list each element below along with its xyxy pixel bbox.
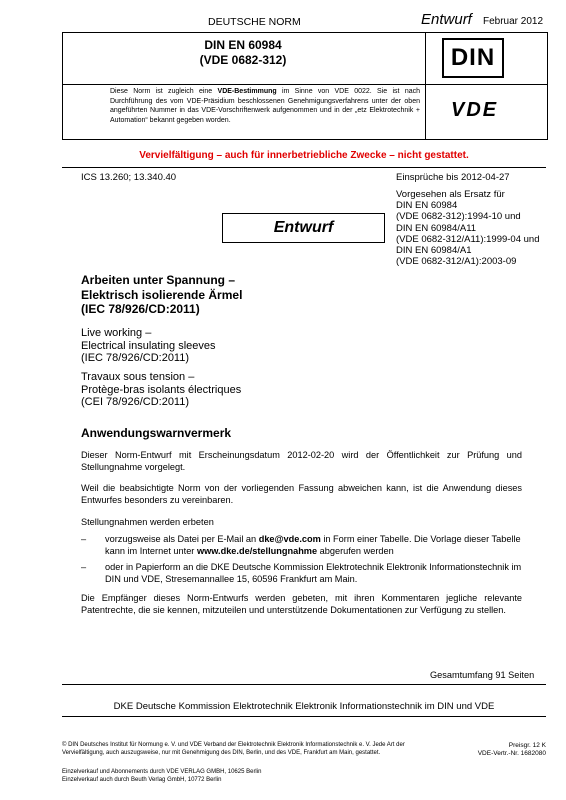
- sales-line: Einzelverkauf auch durch Beuth Verlag GmbH, 10772 Berlin: [62, 776, 222, 783]
- title-line: (CEI 78/926/CD:2011): [81, 396, 190, 408]
- sales-line: Einzelverkauf und Abonnements durch VDE VERLAG GMBH, 10625 Berlin: [62, 769, 262, 775]
- price-info: [440, 742, 546, 758]
- frame-divider-horizontal: [63, 84, 547, 85]
- replacement-line: (VDE 0682-312/A11):1999-04 und: [396, 233, 540, 245]
- bullet-dash: –: [81, 562, 87, 572]
- frame-divider-vertical: [425, 33, 426, 139]
- title-line: Travaux sous tension –: [81, 371, 195, 383]
- objection-deadline: Einsprüche bis 2012-04-27: [396, 172, 510, 183]
- din-logo-text: DIN: [450, 44, 496, 71]
- price-group: Preisgr. 12 K: [508, 742, 546, 749]
- replacement-line: Vorgesehen als Ersatz für: [396, 189, 505, 200]
- replacement-line: (VDE 0682-312):1994-10 und: [396, 211, 521, 223]
- din-logo: [442, 38, 504, 78]
- ics-codes: ICS 13.260; 13.340.40: [81, 172, 177, 183]
- warning-paragraph: Weil die beabsichtigte Norm von der vorliegenden Fassung abweichen kann, ist die Anwendung dieses Entwurfes besonders zu vereinbaren.: [81, 483, 522, 505]
- vde-number: (VDE 0682-312): [199, 53, 287, 67]
- title-line: Arbeiten unter Spannung –: [81, 273, 236, 287]
- replacement-line: DIN EN 60984/A11: [396, 222, 477, 234]
- vde-logo: VDE: [451, 99, 499, 121]
- standard-number: [62, 38, 424, 68]
- replacement-info: [396, 189, 556, 267]
- email-link[interactable]: dke@vde.com: [258, 534, 321, 544]
- warning-paragraph: Dieser Norm-Entwurf mit Erscheinungsdatum 2012-02-20 wird der Öffentlichkeit zur Prüfung und Stellungnahme vorgelegt.: [81, 450, 522, 472]
- draft-box: [222, 213, 385, 243]
- copyright-notice: © DIN Deutsches Institut für Normung e. V. und VDE Verband der Elektrotechnik Elektronik Informationstechnik e. V. Jede Art der Vervielfältigung, auch auszugsweise, nur mit Genehmigung des DIN, Berlin, und des VDE, Frankfurt am Main, gestattet.: [62, 742, 405, 756]
- patent-paragraph: Die Empfänger dieses Norm-Entwurfs werden gebeten, mit ihren Kommentaren jegliche relevante Patentrechte, die sie kennen, mitzuteilen und unterstützende Dokumentationen zur Verfügung zu stellen.: [81, 593, 522, 615]
- draft-label: Entwurf: [421, 11, 472, 28]
- dke-line: DKE Deutsche Kommission Elektrotechnik Elektronik Informationstechnik im DIN und VDE: [113, 701, 495, 712]
- bullet-dash: –: [81, 534, 87, 544]
- bullet-text: vorzugsweise als Datei per E-Mail an: [105, 534, 259, 544]
- separator-line: [62, 716, 546, 717]
- title-french: [81, 371, 381, 409]
- title-line: (IEC 78/926/CD:2011): [81, 302, 200, 316]
- notice-text-bold: VDE-Bestimmung: [217, 88, 277, 95]
- warning-heading: Anwendungswarnvermerk: [81, 426, 232, 440]
- norm-type-label: DEUTSCHE NORM: [208, 16, 301, 28]
- total-pages: Gesamtumfang 91 Seiten: [430, 670, 535, 680]
- bullet-text: abgerufen werden: [317, 546, 394, 556]
- title-line: Elektrisch isolierende Ärmel: [81, 287, 243, 302]
- title-line: (IEC 78/926/CD:2011): [81, 352, 190, 364]
- notice-text-post: im Sinne von VDE 0022. Sie ist nach Durchführung des vom VDE-Präsidium beschlossenen Genehmigungsverfahrens unter der oben angeführten Nummer in das VDE-Vorschriftenwerk aufgenommen und in der „etz Elektrotechnik + Automation“ bekannt gegeben worden.: [110, 88, 420, 124]
- din-number: DIN EN 60984: [204, 38, 282, 52]
- comments-email-item: [105, 533, 522, 557]
- title-line: Live working –: [81, 327, 152, 339]
- title-line: Protège-bras isolants électriques: [81, 383, 242, 396]
- draft-box-label: Entwurf: [273, 219, 334, 236]
- sales-info: [62, 769, 422, 784]
- vde-notice: [110, 87, 420, 125]
- publication-date: Februar 2012: [483, 16, 544, 27]
- reproduction-notice: Vervielfältigung – auch für innerbetriebliche Zwecke – nicht gestattet.: [139, 150, 469, 161]
- bullet-text: in Form einer Tabelle. Die Vorlage dieser Tabelle kann im Internet unter: [105, 534, 521, 556]
- comments-paper-item: oder in Papierform an die DKE Deutsche Kommission Elektrotechnik Elektronik Informationstechnik im DIN und VDE, Stresemannallee 15, 60596 Frankfurt am Main.: [105, 562, 522, 584]
- notice-text-pre: Diese Norm ist zugleich eine: [110, 88, 218, 95]
- order-number: VDE-Vertr.-Nr. 1682080: [477, 750, 546, 757]
- separator-line: [62, 167, 546, 168]
- comments-intro: Stellungnahmen werden erbeten: [81, 517, 214, 527]
- title-german: [81, 273, 381, 317]
- url-link[interactable]: www.dke.de/stellungnahme: [196, 546, 318, 556]
- replacement-line: DIN EN 60984: [396, 200, 458, 212]
- replacement-line: DIN EN 60984/A1: [396, 245, 472, 257]
- replacement-line: (VDE 0682-312/A1):2003-09: [396, 256, 517, 268]
- title-line: Electrical insulating sleeves: [81, 339, 216, 352]
- title-english: [81, 327, 381, 365]
- separator-line: [62, 684, 546, 685]
